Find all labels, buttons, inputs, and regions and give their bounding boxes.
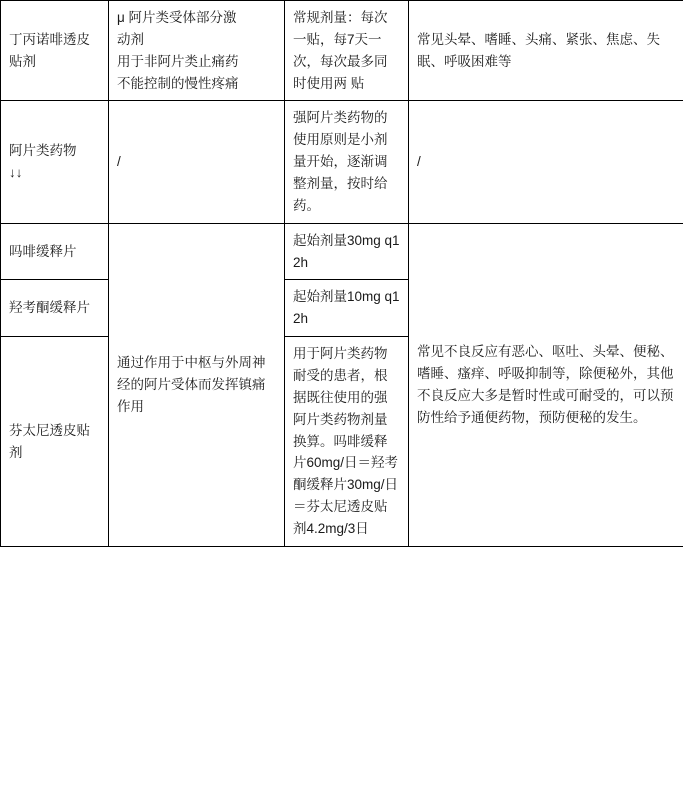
dosage-cell: 用于阿片类药物耐受的患者，根据既往使用的强阿片类药物剂量换算。吗啡缓释片60mg/日＝羟考酮缓释片30mg/日＝芬太尼透皮贴剂4.2mg/3日 [285,337,409,547]
mechanism-cell [109,1,285,101]
drug-name-cell: 羟考酮缓释片 [1,280,109,337]
dosage-cell: 起始剂量10mg q12h [285,280,409,337]
dosage-cell: 起始剂量30mg q12h [285,223,409,280]
drug-name-cell: 吗啡缓释片 [1,223,109,280]
mechanism-line: 用于非阿片类止痛药 [117,53,239,69]
mechanism-line: 动剂 [117,31,144,47]
adverse-effect-cell-grouped: 常见不良反应有恶心、呕吐、头晕、便秘、嗜睡、瘙痒、呼吸抑制等，除便秘外，其他不良反应大多是暂时性或可耐受的，可以预防性给予通便药物，预防便秘的发生。 [409,223,683,546]
adverse-effect-cell: / [409,101,683,223]
down-arrows-icon: ↓↓ [9,165,23,181]
mechanism-cell-grouped: 通过作用于中枢与外周神经的阿片受体而发挥镇痛作用 [109,223,285,546]
mechanism-line: μ 阿片类受体部分激 [117,10,237,25]
table-row [1,1,683,101]
mechanism-cell: / [109,101,285,223]
drug-name-cell: 芬太尼透皮贴剂 [1,337,109,547]
table-row [1,223,683,280]
dosage-cell: 强阿片类药物的使用原则是小剂量开始，逐渐调整剂量，按时给药。 [285,101,409,223]
mechanism-line: 不能控制的慢性疼痛 [117,75,239,91]
drug-name-cell [1,101,109,223]
drug-name-label: 阿片类药物 [9,143,77,159]
dosage-cell: 常规剂量：每次一贴，每7天一次，每次最多同时使用两 贴 [285,1,409,101]
drug-name-cell: 丁丙诺啡透皮贴剂 [1,1,109,101]
table-row [1,101,683,223]
adverse-effect-cell: 常见头晕、嗜睡、头痛、紧张、焦虑、失眠、呼吸困难等 [409,1,683,101]
